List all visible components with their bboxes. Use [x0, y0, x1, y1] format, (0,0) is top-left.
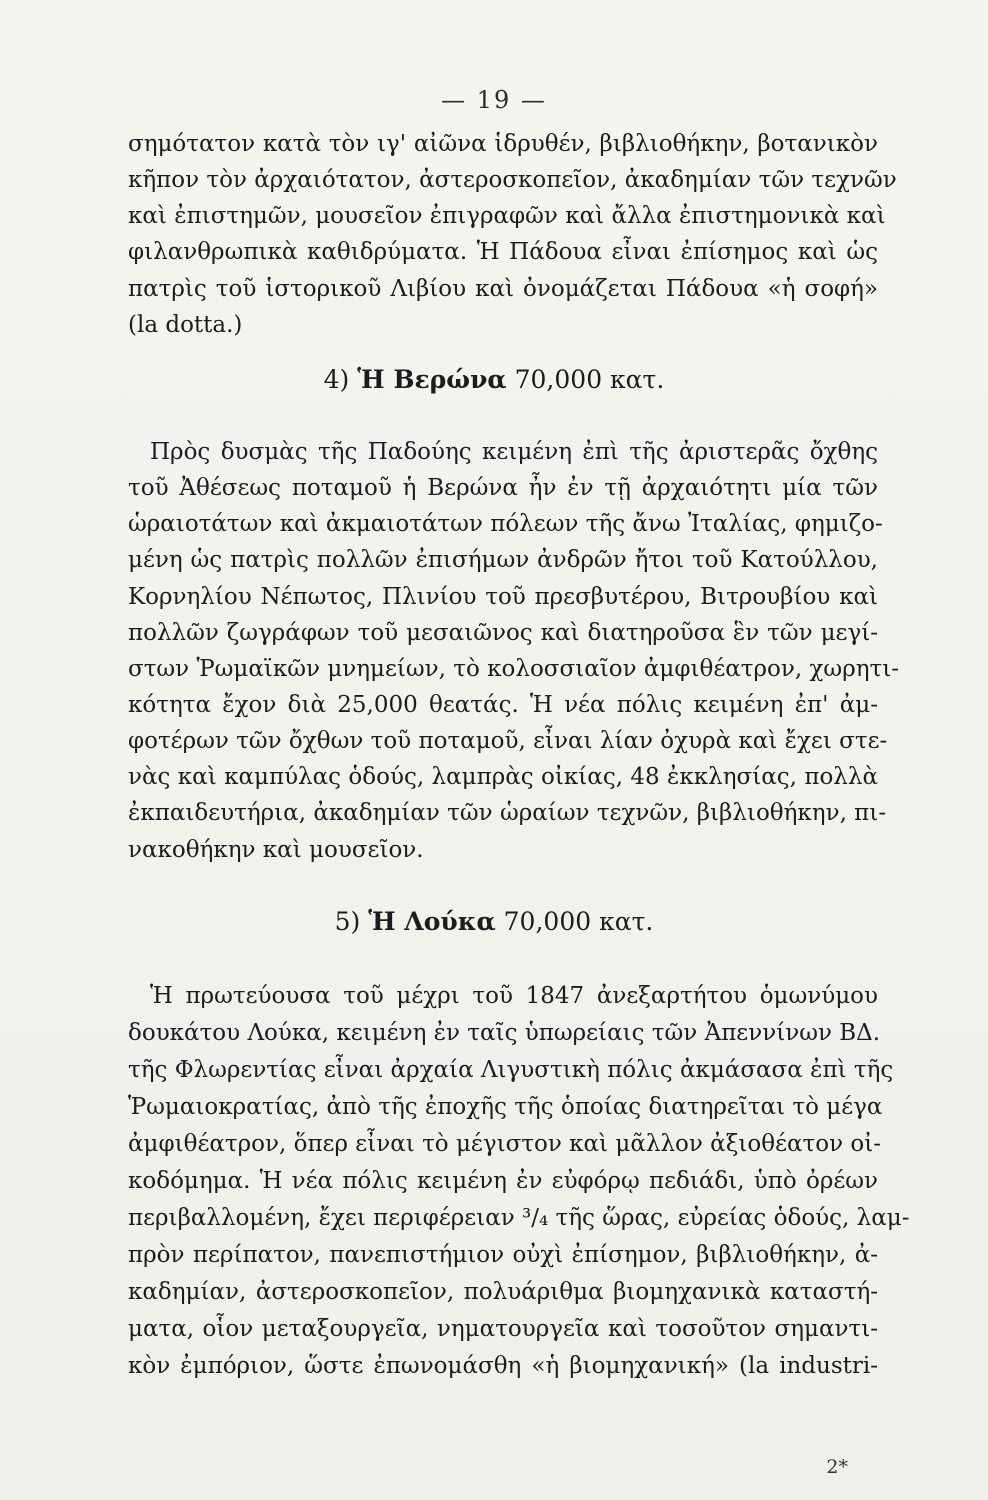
text-line: Κορνηλίου Νέπωτος, Πλινίου τοῦ πρεσβυτέρου, Βιτρουβίου καὶ [128, 584, 878, 610]
text-line: κῆπον τὸν ἀρχαιότατον, ἀστεροσκοπεῖον, ἀκαδημίαν τῶν τεχνῶν [128, 167, 897, 193]
text-line: φοτέρων τῶν ὄχθων τοῦ ποταμοῦ, εἶναι λίαν ὀχυρὰ καὶ ἔχει στε- [128, 728, 888, 754]
signature-mark: 2* [826, 1456, 848, 1478]
text-line: Πρὸς δυσμὰς τῆς Παδούης κειμένη ἐπὶ τῆς ἀριστερᾶς ὄχθης [150, 439, 878, 465]
heading-number: 5) [334, 907, 369, 936]
text-line: ματα, οἷον μεταξουργεῖα, νηματουργεῖα καὶ τοσοῦτον σημαντι- [128, 1316, 878, 1342]
text-line: καδημίαν, ἀστεροσκοπεῖον, πολυάριθμα βιομηχανικὰ καταστή- [128, 1279, 878, 1305]
text-line: Ἡ πρωτεύουσα τοῦ μέχρι τοῦ 1847 ἀνεξαρτήτου ὁμωνύμου [150, 983, 878, 1009]
page-number: — 19 — [441, 86, 547, 114]
text-line: Ῥωμαιοκρατίας, ἀπὸ τῆς ἐποχῆς τῆς ὁποίας διατηρεῖται τὸ μέγα [128, 1094, 883, 1120]
text-line: πολλῶν ζωγράφων τοῦ μεσαιῶνος καὶ διατηροῦσα ἓν τῶν μεγί- [128, 620, 878, 646]
text-line: πρὸν περίπατον, πανεπιστήμιον οὐχὶ ἐπίσημον, βιβλιοθήκην, ἀ- [128, 1242, 878, 1268]
section-heading-lucca [0, 906, 988, 938]
text-line: (la dotta.) [128, 312, 243, 338]
text-line: νὰς καὶ καμπύλας ὁδούς, λαμπρὰς οἰκίας, 48 ἐκκλησίας, πολλὰ [128, 764, 878, 790]
text-line: ἐκπαιδευτήρια, ἀκαδημίαν τῶν ὡραίων τεχνῶν, βιβλιοθήκην, πι- [128, 800, 887, 826]
text-line: περιβαλλομένη, ἔχει περιφέρειαν ³/₄ τῆς ὥρας, εὐρείας ὁδούς, λαμ- [128, 1205, 910, 1231]
text-line: σημότατον κατὰ τὸν ιγ' αἰῶνα ἱδρυθέν, βιβλιοθήκην, βοτανικὸν [128, 131, 878, 157]
text-line: κότητα ἔχον διὰ 25,000 θεατάς. Ἡ νέα πόλις κειμένη ἐπ' ἀμ- [128, 692, 878, 718]
heading-population: 70,000 κατ. [495, 907, 654, 936]
heading-number: 4) [323, 365, 358, 394]
text-line: φιλανθρωπικὰ καθιδρύματα. Ἡ Πάδουα εἶναι ἐπίσημος καὶ ὡς [128, 239, 878, 265]
section-heading-verona [0, 364, 988, 396]
text-line: ὡραιοτάτων καὶ ἀκμαιοτάτων πόλεων τῆς ἄνω Ἰταλίας, φημιζο- [128, 511, 883, 537]
text-line: καὶ ἐπιστημῶν, μουσεῖον ἐπιγραφῶν καὶ ἄλλα ἐπιστημονικὰ καὶ [128, 203, 886, 229]
text-line: τῆς Φλωρεντίας εἶναι ἀρχαία Λιγυστικὴ πόλις ἀκμάσασα ἐπὶ τῆς [128, 1057, 894, 1083]
text-line: ἀμφιθέατρον, ὅπερ εἶναι τὸ μέγιστον καὶ μᾶλλον ἀξιοθέατον οἰ- [128, 1131, 882, 1157]
heading-city-name: Ἡ Λούκα [368, 907, 496, 936]
text-line: τοῦ Ἀθέσεως ποταμοῦ ἡ Βερώνα ἦν ἐν τῇ ἀρχαιότητι μία τῶν [128, 475, 878, 501]
text-line: μένη ὡς πατρὶς πολλῶν ἐπισήμων ἀνδρῶν ἤτοι τοῦ Κατούλλου, [128, 547, 878, 573]
text-line: κοδόμημα. Ἡ νέα πόλις κειμένη ἐν εὐφόρῳ πεδιάδι, ὑπὸ ὀρέων [128, 1168, 878, 1194]
text-line: στων Ῥωμαϊκῶν μνημείων, τὸ κολοσσιαῖον ἀμφιθέατρον, χωρητι- [128, 656, 900, 682]
heading-city-name: Ἡ Βερώνα [357, 365, 507, 394]
text-line: κὸν ἐμπόριον, ὥστε ἐπωνομάσθη «ἡ βιομηχανική» (la industri- [128, 1353, 878, 1379]
text-line: πατρὶς τοῦ ἱστορικοῦ Λιβίου καὶ ὀνομάζεται Πάδουα «ἡ σοφή» [128, 276, 878, 302]
text-line: νακοθήκην καὶ μουσεῖον. [128, 837, 424, 863]
text-line: δουκάτου Λούκα, κειμένη ἐν ταῖς ὑπωρείαις τῶν Ἀπεννίνων ΒΔ. [128, 1020, 881, 1046]
heading-population: 70,000 κατ. [506, 365, 665, 394]
